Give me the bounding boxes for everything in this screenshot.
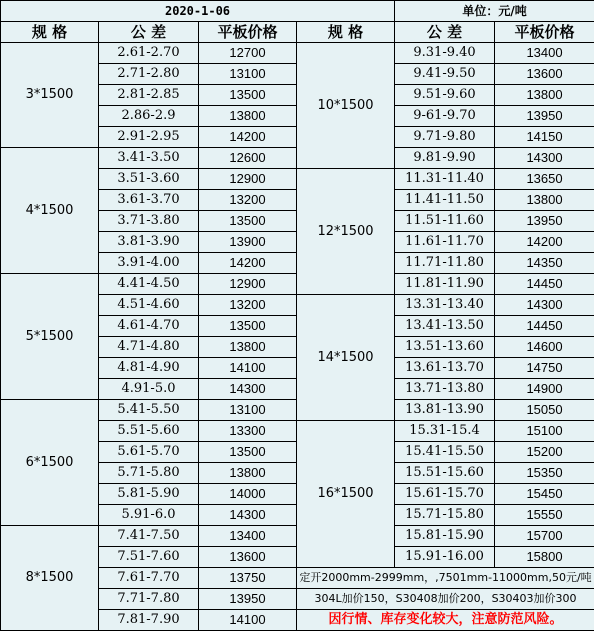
tolerance-cell: 4.41-4.50 (99, 274, 199, 295)
tolerance-cell: 15.31-15.4 (395, 421, 495, 442)
price-cell: 13800 (495, 85, 594, 106)
spec-cell: 16*1500 (297, 421, 395, 568)
price-cell: 14300 (495, 148, 594, 169)
price-cell: 12700 (199, 43, 297, 64)
price-cell: 13600 (495, 64, 594, 85)
price-cell: 13800 (199, 337, 297, 358)
pricing-note: 定开2000mm-2999mm，,7501mm-11000mm,50元/吨 (297, 568, 594, 589)
spec-cell: 8*1500 (1, 526, 99, 631)
price-cell: 13500 (199, 316, 297, 337)
date-cell: 2020-1-06 (1, 1, 395, 22)
col-tol-right: 公 差 (395, 22, 495, 43)
price-cell: 14200 (199, 253, 297, 274)
tolerance-cell: 2.91-2.95 (99, 127, 199, 148)
tolerance-cell: 3.71-3.80 (99, 211, 199, 232)
price-cell: 13500 (199, 85, 297, 106)
tolerance-cell: 11.31-11.40 (395, 169, 495, 190)
tolerance-cell: 15.81-15.90 (395, 526, 495, 547)
price-cell: 13300 (199, 421, 297, 442)
tolerance-cell: 15.51-15.60 (395, 463, 495, 484)
price-cell: 15050 (495, 400, 594, 421)
tolerance-cell: 9.41-9.50 (395, 64, 495, 85)
tolerance-cell: 15.61-15.70 (395, 484, 495, 505)
price-cell: 12900 (199, 274, 297, 295)
price-cell: 14150 (495, 127, 594, 148)
price-cell: 14750 (495, 358, 594, 379)
tolerance-cell: 13.31-13.40 (395, 295, 495, 316)
col-price-left: 平板价格 (199, 22, 297, 43)
price-cell: 13200 (199, 190, 297, 211)
spec-cell: 10*1500 (297, 43, 395, 169)
price-cell: 13200 (199, 295, 297, 316)
tolerance-cell: 11.81-11.90 (395, 274, 495, 295)
table-row (1, 43, 594, 64)
price-cell: 13900 (199, 232, 297, 253)
tolerance-cell: 4.81-4.90 (99, 358, 199, 379)
tolerance-cell: 2.86-2.9 (99, 106, 199, 127)
tolerance-cell: 4.91-5.0 (99, 379, 199, 400)
price-cell: 14300 (495, 295, 594, 316)
tolerance-cell: 4.71-4.80 (99, 337, 199, 358)
price-cell: 13100 (199, 64, 297, 85)
tolerance-cell: 5.51-5.60 (99, 421, 199, 442)
tolerance-cell: 15.71-15.80 (395, 505, 495, 526)
price-cell: 14100 (199, 610, 297, 631)
tolerance-cell: 5.81-5.90 (99, 484, 199, 505)
tolerance-cell: 4.61-4.70 (99, 316, 199, 337)
price-cell: 13800 (495, 190, 594, 211)
tolerance-cell: 9-61-9.70 (395, 106, 495, 127)
price-cell: 13400 (495, 43, 594, 64)
tolerance-cell: 4.51-4.60 (99, 295, 199, 316)
tolerance-cell: 13.71-13.80 (395, 379, 495, 400)
price-cell: 14200 (199, 127, 297, 148)
tolerance-cell: 2.61-2.70 (99, 43, 199, 64)
price-cell: 15800 (495, 547, 594, 568)
tolerance-cell: 11.41-11.50 (395, 190, 495, 211)
price-cell: 15350 (495, 463, 594, 484)
tolerance-cell: 7.41-7.50 (99, 526, 199, 547)
tolerance-cell: 7.61-7.70 (99, 568, 199, 589)
tolerance-cell: 9.71-9.80 (395, 127, 495, 148)
tolerance-cell: 9.31-9.40 (395, 43, 495, 64)
price-cell: 15550 (495, 505, 594, 526)
price-cell: 15200 (495, 442, 594, 463)
tolerance-cell: 13.51-13.60 (395, 337, 495, 358)
tolerance-cell: 5.61-5.70 (99, 442, 199, 463)
tolerance-cell: 3.81-3.90 (99, 232, 199, 253)
risk-warning-note: 因行情、库存变化较大，注意防范风险。 (297, 610, 594, 631)
tolerance-cell: 15.41-15.50 (395, 442, 495, 463)
col-price-right: 平板价格 (495, 22, 594, 43)
tolerance-cell: 2.81-2.85 (99, 85, 199, 106)
tolerance-cell: 9.51-9.60 (395, 85, 495, 106)
column-header-row (1, 22, 594, 43)
tolerance-cell: 7.81-7.90 (99, 610, 199, 631)
price-cell: 15100 (495, 421, 594, 442)
price-cell: 14300 (199, 379, 297, 400)
price-cell: 13500 (199, 442, 297, 463)
price-cell: 13650 (495, 169, 594, 190)
spec-cell: 14*1500 (297, 295, 395, 421)
tolerance-cell: 11.71-11.80 (395, 253, 495, 274)
price-cell: 13500 (199, 211, 297, 232)
col-spec-left: 规 格 (1, 22, 99, 43)
tolerance-cell: 7.71-7.80 (99, 589, 199, 610)
tolerance-cell: 9.81-9.90 (395, 148, 495, 169)
tolerance-cell: 2.71-2.80 (99, 64, 199, 85)
pricing-note: 304L加价150，S30408加价200，S30403加价300 (297, 589, 594, 610)
spec-cell: 6*1500 (1, 400, 99, 526)
price-cell: 14600 (495, 337, 594, 358)
price-cell: 15450 (495, 484, 594, 505)
tolerance-cell: 5.71-5.80 (99, 463, 199, 484)
price-cell: 13800 (199, 106, 297, 127)
tolerance-cell: 3.91-4.00 (99, 253, 199, 274)
price-cell: 15700 (495, 526, 594, 547)
tolerance-cell: 7.51-7.60 (99, 547, 199, 568)
price-cell: 14300 (199, 505, 297, 526)
tolerance-cell: 3.51-3.60 (99, 169, 199, 190)
price-cell: 14450 (495, 316, 594, 337)
tolerance-cell: 11.51-11.60 (395, 211, 495, 232)
tolerance-cell: 3.61-3.70 (99, 190, 199, 211)
tolerance-cell: 5.91-6.0 (99, 505, 199, 526)
price-cell: 12600 (199, 148, 297, 169)
price-cell: 13600 (199, 547, 297, 568)
price-cell: 14200 (495, 232, 594, 253)
price-cell: 14450 (495, 274, 594, 295)
tolerance-cell: 15.91-16.00 (395, 547, 495, 568)
price-cell: 13800 (199, 463, 297, 484)
header-row-date (1, 1, 594, 22)
price-cell: 14100 (199, 358, 297, 379)
spec-cell: 4*1500 (1, 148, 99, 274)
price-cell: 13950 (199, 589, 297, 610)
price-cell: 14350 (495, 253, 594, 274)
price-cell: 12900 (199, 169, 297, 190)
tolerance-cell: 5.41-5.50 (99, 400, 199, 421)
spec-cell: 12*1500 (297, 169, 395, 295)
tolerance-cell: 3.41-3.50 (99, 148, 199, 169)
tolerance-cell: 13.61-13.70 (395, 358, 495, 379)
tolerance-cell: 11.61-11.70 (395, 232, 495, 253)
col-spec-right: 规 格 (297, 22, 395, 43)
price-cell: 13750 (199, 568, 297, 589)
price-cell: 13950 (495, 211, 594, 232)
spec-cell: 5*1500 (1, 274, 99, 400)
tolerance-cell: 13.81-13.90 (395, 400, 495, 421)
tolerance-cell: 13.41-13.50 (395, 316, 495, 337)
unit-cell: 单位：元/吨 (395, 1, 594, 22)
price-cell: 13100 (199, 400, 297, 421)
price-cell: 13400 (199, 526, 297, 547)
col-tol-left: 公 差 (99, 22, 199, 43)
price-cell: 13950 (495, 106, 594, 127)
price-cell: 14000 (199, 484, 297, 505)
price-cell: 14900 (495, 379, 594, 400)
spec-cell: 3*1500 (1, 43, 99, 148)
